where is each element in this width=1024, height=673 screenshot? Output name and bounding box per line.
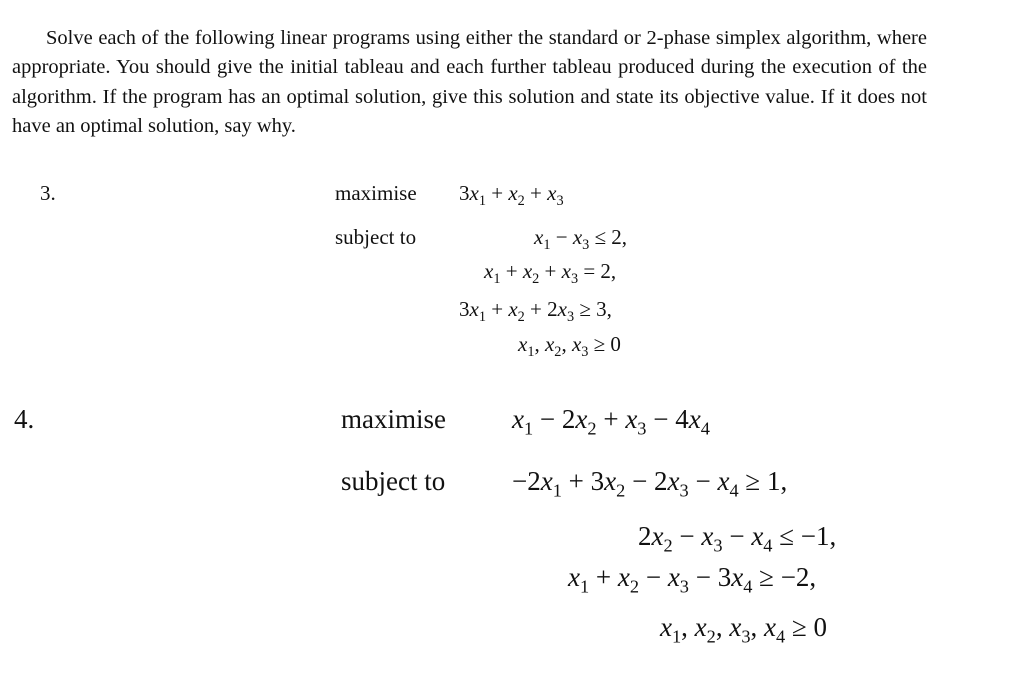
problem-3-objective-label: maximise [335,181,417,205]
problem-4-nonnegativity: $x_1$, $x_2$, $x_3$, $x_4 \ge 0$ [660,612,828,647]
problem-4-objective-label: maximise [341,404,446,434]
problem-4-constraint-2: $2x_2 - x_3 - x_4 \le -1$, [638,521,837,556]
problem-3-constraint-1: $x_1 - x_3 \le 2$, [534,225,628,253]
problem-4-number: 4. [14,404,35,434]
instructions-paragraph: Solve each of the following linear programs using either the standard or 2-phase simplex algorithm, where appropriate. You should give the initial tableau and each further tableau produced during the execution of the algorithm. If the program has an optimal solution, give this solution and state its objective value. If it does not have an optimal solution, say why. [12,26,927,137]
problem-3-number: 3. [40,181,56,205]
problem-3-constraints-label: subject to [335,225,417,249]
problem-4-constraint-3: $x_1 + x_2 - x_3 - 3x_4 \ge -2$, [568,562,817,597]
problem-3-objective: $3x_1 + x_2 + x_3$ [459,181,564,209]
problem-4-objective: $x_1 - 2x_2 + x_3 - 4x_4$ [512,404,710,439]
problem-4-constraints-label: subject to [341,466,446,496]
problem-4-constraint-1: $-2x_1 + 3x_2 - 2x_3 - x_4 \ge 1$, [512,466,788,501]
problem-3-nonnegativity: $x_1$, $x_2$, $x_3 \ge 0$ [518,332,621,360]
problem-3-constraint-2: $x_1 + x_2 + x_3 = 2$, [484,259,617,287]
problem-3-constraint-3: $3x_1 + x_2 + 2x_3 \ge 3$, [459,297,612,325]
